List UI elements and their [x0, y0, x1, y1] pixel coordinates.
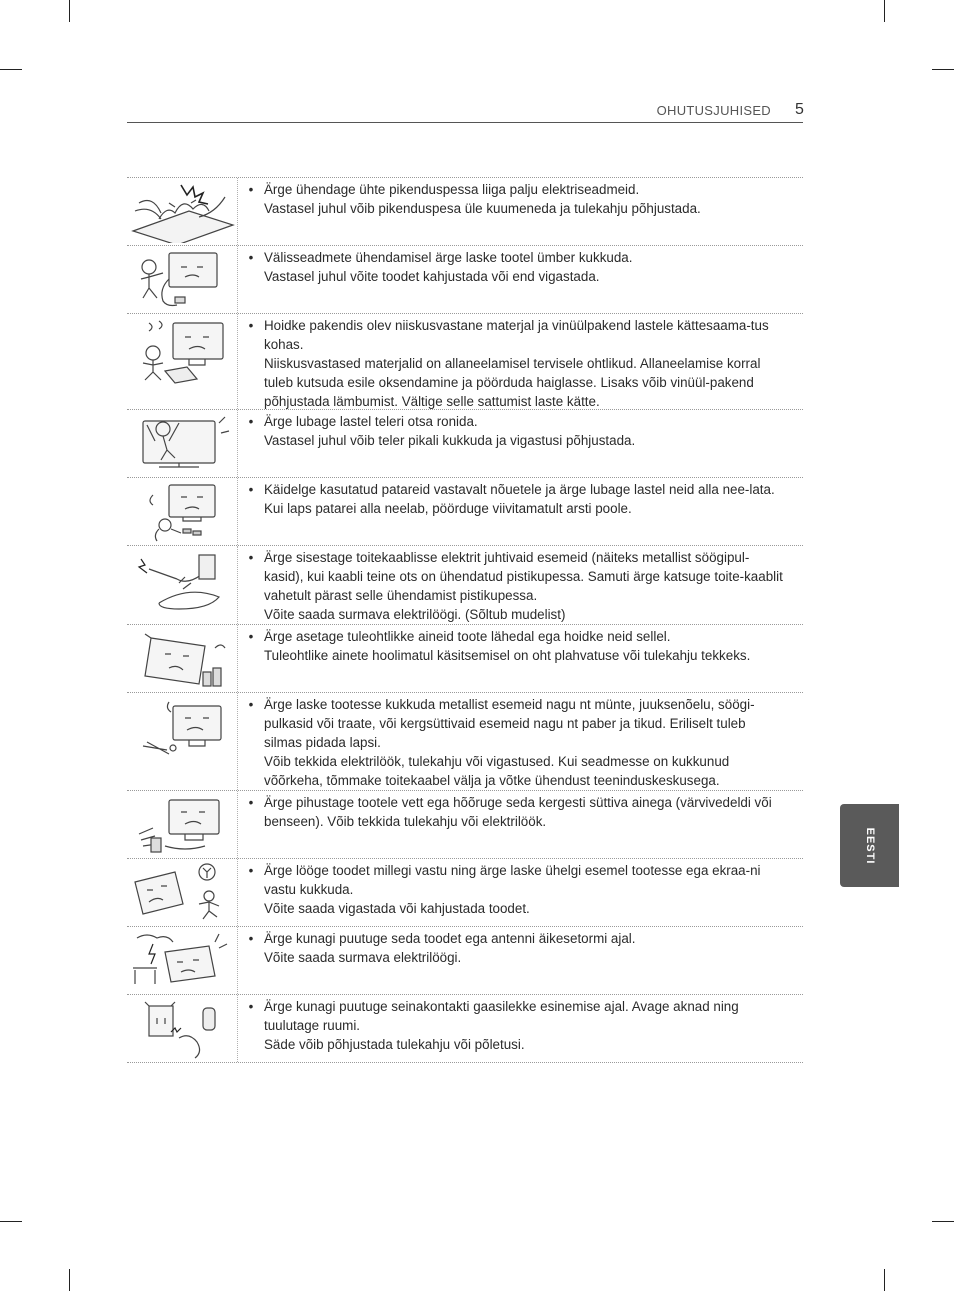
safety-item-text	[238, 410, 803, 477]
safety-item	[127, 177, 803, 245]
safety-item	[127, 926, 803, 994]
safety-item-text	[238, 478, 803, 545]
crop-mark-right-bottom	[932, 1221, 954, 1222]
bullet: •	[248, 629, 254, 644]
safety-item	[127, 692, 803, 790]
bullet: •	[248, 182, 254, 197]
power-strip-overload-icon	[127, 178, 238, 245]
safety-item-line: Ärge pihustage tootele vett ega hõõruge seda kergesti süttiva ainega (värvivedeldi või benseen). Võib tekkida tulekahju või elektrilöök.	[264, 795, 772, 829]
water-spray-tv-icon	[127, 791, 238, 858]
lightning-storm-tv-icon	[127, 927, 238, 994]
safety-item-line: Vastasel juhul võite toodet kahjustada või end vigastada.	[264, 269, 600, 284]
safety-item-text	[238, 314, 803, 409]
safety-item-line: Ärge asetage tuleohtlikke aineid toote lähedal ega hoidke neid sellel.	[264, 629, 671, 644]
safety-item-text	[238, 546, 803, 624]
safety-item	[127, 994, 803, 1063]
safety-item-text	[238, 927, 803, 994]
safety-item-line: Võite saada surmava elektrilöögi. (Sõltub mudelist)	[264, 607, 566, 622]
safety-item-line: Käidelge kasutatud patareid vastavalt nõuetele ja ärge lubage lastel neid alla nee-lata.	[264, 482, 775, 497]
safety-item-line: Ärge lubage lastel teleri otsa ronida.	[264, 414, 478, 429]
safety-item-line: Kui laps patarei alla neelab, pöörduge viivitamatult arsti poole.	[264, 501, 632, 516]
bullet: •	[248, 697, 254, 712]
flammable-near-tv-icon	[127, 625, 238, 692]
section-title: OHUTUSJUHISED	[656, 103, 771, 118]
safety-item-line: Ärge laske tootesse kukkuda metallist esemeid nagu nt münte, juuksenõelu, söögi-pulkasid või traate, või kergsüttivaid esemeid nagu nt paber ja tikud. Eriliselt tuleb silmas pidada lapsi.	[264, 697, 755, 750]
child-battery-icon	[127, 478, 238, 545]
ball-hitting-tv-icon	[127, 859, 238, 926]
gas-leak-outlet-icon	[127, 995, 238, 1062]
bullet: •	[248, 482, 254, 497]
bullet: •	[248, 550, 254, 565]
bullet: •	[248, 931, 254, 946]
metal-in-cable-icon	[127, 546, 238, 624]
bullet: •	[248, 999, 254, 1014]
safety-item-line: Ärge ühendage ühte pikenduspessa liiga palju elektriseadmeid.	[264, 182, 640, 197]
bullet: •	[248, 414, 254, 429]
safety-item-text	[238, 791, 803, 858]
crop-mark-left-bottom	[0, 1221, 22, 1222]
crop-mark-left-top	[0, 69, 22, 70]
child-packaging-icon	[127, 314, 238, 409]
safety-item-line: Võite saada vigastada või kahjustada toodet.	[264, 901, 530, 916]
safety-item-text	[238, 625, 803, 692]
safety-item-text	[238, 995, 803, 1062]
objects-into-tv-icon	[127, 693, 238, 790]
safety-item-line: Hoidke pakendis olev niiskusvastane materjal ja vinüülpakend lastele kättesaama-tus kohas.	[264, 318, 769, 352]
safety-item-text	[238, 693, 803, 790]
safety-item-line: Võib tekkida elektrilöök, tulekahju või vigastused. Kui seadmesse on kukkunud võõrkeha, tõmmake toitekaabel välja ja võtke ühendust teeninduskeskusega.	[264, 754, 730, 788]
safety-item-line: Vastasel juhul võib teler pikali kukkuda ja vigastusi põhjustada.	[264, 433, 636, 448]
crop-mark-bottom-right	[884, 1269, 885, 1291]
language-tab-label: EESTI	[863, 827, 876, 864]
safety-item-line: Niiskusvastased materjalid on allaneelamisel tervisele ohtlikud. Allaneelamise korral tuleb kutsuda esile oksendamine ja pöörduda haiglasse. Lisaks võib vinüül-pakend põhjustada lämbumist. Vältige selle sattumist laste kätte.	[264, 356, 761, 409]
safety-item-text	[238, 178, 803, 245]
safety-item-line: Välisseadmete ühendamisel ärge laske tootel ümber kukkuda.	[264, 250, 633, 265]
safety-item-text	[238, 859, 803, 926]
language-tab	[840, 804, 899, 887]
bullet: •	[248, 795, 254, 810]
safety-item-line: Tuleohtlike ainete hoolimatul käsitsemisel on oht plahvatuse või tulekahju tekkeks.	[264, 648, 751, 663]
safety-table	[127, 177, 803, 1063]
safety-item	[127, 477, 803, 545]
child-climbing-tv-icon	[127, 410, 238, 477]
page-number: 5	[795, 101, 804, 118]
safety-item	[127, 790, 803, 858]
crop-mark-right-top	[932, 69, 954, 70]
safety-item-line: Vastasel juhul võib pikenduspesa üle kuumeneda ja tulekahju põhjustada.	[264, 201, 701, 216]
crop-mark-top-left	[69, 0, 70, 22]
safety-item-text	[238, 246, 803, 313]
safety-item-line: Võite saada surmava elektrilöögi.	[264, 950, 462, 965]
bullet: •	[248, 863, 254, 878]
safety-item	[127, 409, 803, 477]
safety-item	[127, 624, 803, 692]
crop-mark-top-right	[884, 0, 885, 22]
safety-item	[127, 313, 803, 409]
safety-item-line: Ärge sisestage toitekaablisse elektrit juhtivaid esemeid (näiteks metallist söögipul-kasid), kui kaabli teine ots on ühendatud pistikupessa. Samuti ärge katsuge toite-kaablit vahetult pärast selle ühendamist pistikupessa.	[264, 550, 783, 603]
crop-mark-bottom-left	[69, 1269, 70, 1291]
bullet: •	[248, 318, 254, 333]
header-rule	[127, 122, 803, 123]
safety-item-line: Ärge kunagi puutuge seinakontakti gaasilekke esinemise ajal. Avage aknad ning tuulutage ruumi.	[264, 999, 739, 1033]
safety-item	[127, 245, 803, 313]
safety-item-line: Ärge lööge toodet millegi vastu ning ärge laske ühelgi esemel tootesse ega ekraa-ni vastu kukkuda.	[264, 863, 761, 897]
safety-item	[127, 858, 803, 926]
bullet: •	[248, 250, 254, 265]
child-pulling-tv-cable-icon	[127, 246, 238, 313]
safety-item-line: Ärge kunagi puutuge seda toodet ega antenni äikesetormi ajal.	[264, 931, 636, 946]
safety-item	[127, 545, 803, 624]
safety-item-line: Säde võib põhjustada tulekahju või põletusi.	[264, 1037, 525, 1052]
